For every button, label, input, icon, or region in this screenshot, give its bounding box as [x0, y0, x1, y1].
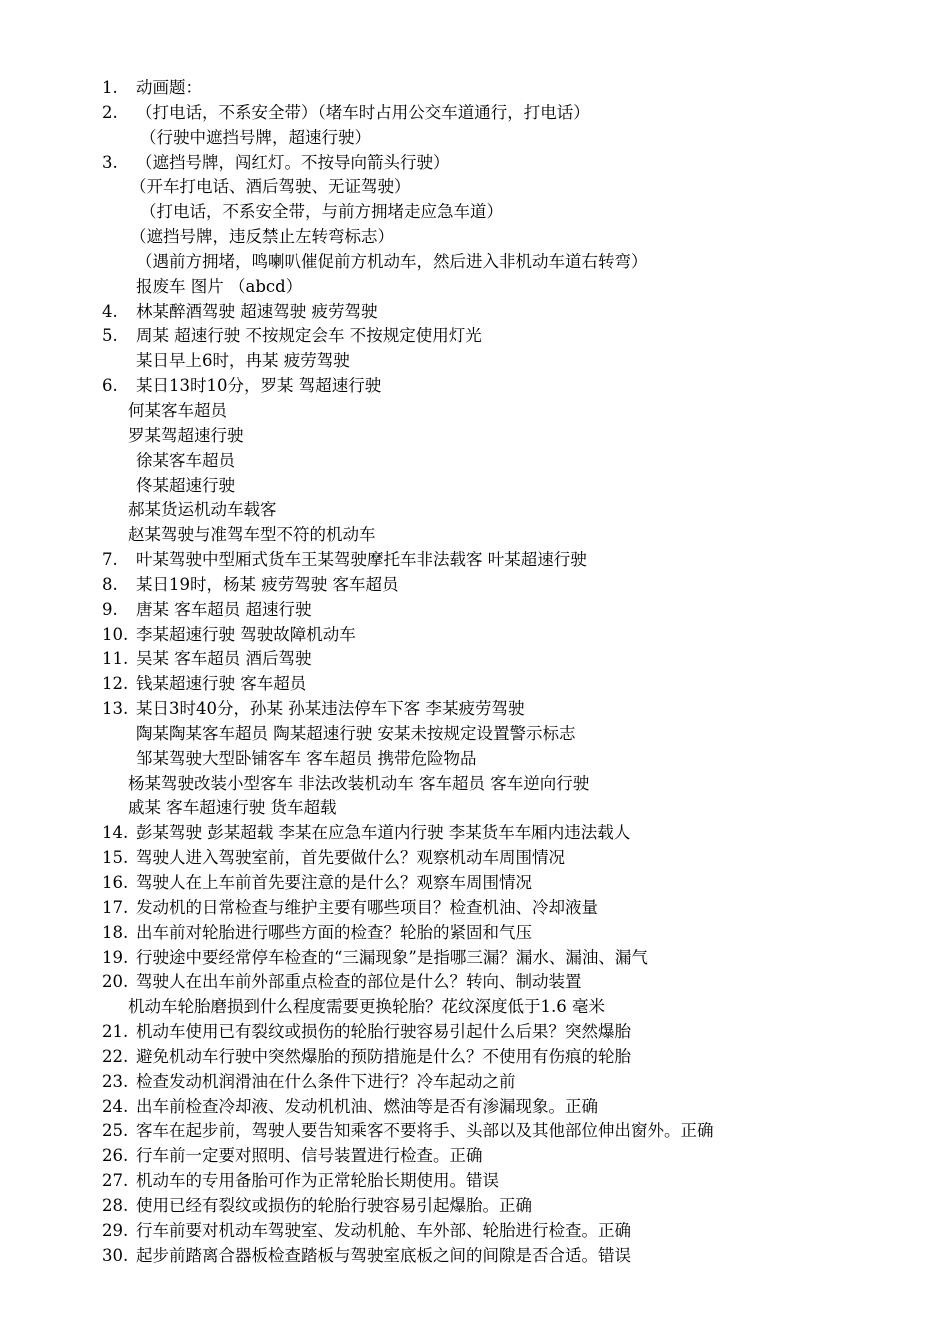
document-line: [0, 1095, 950, 1120]
item-text: 徐某客车超员: [136, 450, 235, 470]
document-line: [0, 548, 950, 573]
item-number: 8.: [102, 574, 118, 594]
item-text: （打电话，不系安全带，与前方拥堵走应急车道）: [140, 202, 503, 222]
document-line: [0, 424, 950, 449]
document-line: [0, 921, 950, 946]
document-line: [0, 101, 950, 126]
item-number: 2.: [102, 102, 118, 122]
document-line: [0, 647, 950, 672]
item-text: 客车在起步前，驾驶人要告知乘客不要将手、头部以及其他部位伸出窗外。正确: [136, 1121, 714, 1141]
item-text: 驾驶人在上车前首先要注意的是什么？观察车周围情况: [136, 873, 532, 892]
item-number: 28.: [102, 1195, 129, 1215]
item-text: 报废车 图片 （abcd）: [136, 276, 303, 296]
item-number: 11.: [102, 649, 129, 669]
document-line: [0, 995, 950, 1020]
item-text: （行驶中遮挡号牌，超速行驶）: [140, 127, 371, 147]
item-text: 罗某驾超速行驶: [128, 425, 244, 445]
item-text: 起步前踏离合器板检查踏板与驾驶室底板之间的间隙是否合适。错误: [136, 1245, 631, 1265]
item-number: 5.: [102, 326, 118, 346]
document-line: [0, 722, 950, 747]
item-number: 10.: [102, 624, 129, 644]
item-text: 机动车使用已有裂纹或损伤的轮胎行驶容易引起什么后果？突然爆胎: [136, 1022, 631, 1042]
document-page: [0, 76, 950, 1269]
item-number: 3.: [102, 152, 118, 172]
document-line: [0, 747, 950, 772]
item-text: 行驶途中要经常停车检查的“三漏现象”是指哪三漏？漏水、漏油、漏气: [136, 947, 648, 967]
item-text: （打电话，不系安全带）（堵车时占用公交车道通行，打电话）: [136, 102, 590, 122]
document-line: [0, 697, 950, 722]
document-line: [0, 1194, 950, 1219]
document-line: [0, 896, 950, 921]
document-line: [0, 324, 950, 349]
document-line: [0, 970, 950, 995]
item-number: 29.: [102, 1220, 129, 1240]
item-number: 15.: [102, 848, 129, 868]
item-number: 16.: [102, 873, 129, 892]
item-number: 1.: [102, 78, 118, 97]
document-line: [0, 449, 950, 474]
item-text: 某日19时，杨某 疲劳驾驶 客车超员: [136, 574, 399, 594]
document-line: [0, 946, 950, 971]
item-text: 动画题：: [136, 78, 202, 97]
item-number: 17.: [102, 897, 129, 917]
document-line: [0, 1045, 950, 1070]
item-number: 21.: [102, 1022, 129, 1042]
item-text: 邹某驾驶大型卧铺客车 客车超员 携带危险物品: [136, 748, 477, 768]
item-number: 6.: [102, 376, 118, 396]
item-text: 赵某驾驶与准驾车型不符的机动车: [128, 525, 376, 545]
document-line: [0, 1020, 950, 1045]
document-line: [0, 349, 950, 374]
item-text: （开车打电话、酒后驾驶、无证驾驶）: [130, 177, 411, 197]
item-text: 何某客车超员: [128, 400, 227, 420]
item-text: 某日13时10分，罗某 驾超速行驶: [136, 376, 382, 396]
item-text: 吴某 客车超员 酒后驾驶: [136, 649, 312, 669]
item-text: 出车前对轮胎进行哪些方面的检查？轮胎的紧固和气压: [136, 922, 532, 942]
document-line: [0, 151, 950, 176]
item-number: 22.: [102, 1046, 129, 1066]
item-text: 避免机动车行驶中突然爆胎的预防措施是什么？不使用有伤痕的轮胎: [136, 1046, 631, 1066]
item-number: 27.: [102, 1171, 129, 1191]
item-text: 周某 超速行驶 不按规定会车 不按规定使用灯光: [136, 326, 482, 346]
item-text: 驾驶人在出车前外部重点检查的部位是什么？转向、制动装置: [136, 972, 582, 992]
item-text: 某日早上6时，冉某 疲劳驾驶: [136, 351, 350, 371]
item-number: 13.: [102, 699, 129, 719]
document-line: [0, 871, 950, 896]
item-text: 机动车的专用备胎可作为正常轮胎长期使用。错误: [136, 1171, 499, 1191]
document-line: [0, 672, 950, 697]
item-text: 杨某驾驶改装小型客车 非法改装机动车 客车超员 客车逆向行驶: [128, 773, 590, 793]
document-line: [0, 573, 950, 598]
item-number: 25.: [102, 1121, 129, 1141]
document-line: [0, 498, 950, 523]
document-line: [0, 175, 950, 200]
item-number: 9.: [102, 599, 118, 619]
document-line: [0, 225, 950, 250]
item-text: 彭某驾驶 彭某超载 李某在应急车道内行驶 李某货车车厢内违法载人: [136, 823, 631, 843]
document-line: [0, 200, 950, 225]
document-line: [0, 474, 950, 499]
item-number: 19.: [102, 947, 129, 967]
document-line: [0, 523, 950, 548]
item-text: （遮挡号牌，闯红灯。不按导向箭头行驶）: [136, 152, 450, 172]
item-text: 钱某超速行驶 客车超员: [136, 674, 307, 694]
item-number: 24.: [102, 1096, 129, 1116]
item-text: 发动机的日常检查与维护主要有哪些项目？检查机油、冷却液量: [136, 897, 598, 917]
item-number: 7.: [102, 550, 118, 570]
item-number: 12.: [102, 674, 129, 694]
document-line: [0, 126, 950, 151]
document-line: [0, 1070, 950, 1095]
item-text: 叶某驾驶中型厢式货车王某驾驶摩托车非法载客 叶某超速行驶: [136, 550, 587, 570]
item-text: 佟某超速行驶: [136, 475, 235, 495]
document-line: [0, 300, 950, 325]
document-line: [0, 623, 950, 648]
item-number: 18.: [102, 922, 129, 942]
item-number: 30.: [102, 1245, 129, 1265]
item-number: 20.: [102, 972, 129, 992]
item-text: 某日3时40分，孙某 孙某违法停车下客 李某疲劳驾驶: [136, 699, 525, 719]
document-line: [0, 1144, 950, 1169]
document-line: [0, 1119, 950, 1144]
document-line: [0, 76, 950, 101]
item-text: 使用已经有裂纹或损伤的轮胎行驶容易引起爆胎。正确: [136, 1195, 532, 1215]
document-line: [0, 1244, 950, 1269]
document-line: [0, 1169, 950, 1194]
item-text: 驾驶人进入驾驶室前，首先要做什么？观察机动车周围情况: [136, 848, 565, 868]
item-text: 机动车轮胎磨损到什么程度需要更换轮胎？花纹深度低于1.6 毫米: [128, 997, 605, 1017]
item-text: 李某超速行驶 驾驶故障机动车: [136, 624, 356, 644]
document-line: [0, 250, 950, 275]
item-text: 检查发动机润滑油在什么条件下进行？冷车起动之前: [136, 1071, 516, 1091]
item-text: 唐某 客车超员 超速行驶: [136, 599, 312, 619]
item-number: 14.: [102, 823, 129, 843]
document-line: [0, 796, 950, 821]
document-line: [0, 374, 950, 399]
item-text: （遮挡号牌，违反禁止左转弯标志）: [130, 227, 394, 247]
item-text: 林某醉酒驾驶 超速驾驶 疲劳驾驶: [136, 301, 378, 321]
document-line: [0, 399, 950, 424]
item-text: 陶某陶某客车超员 陶某超速行驶 安某未按规定设置警示标志: [136, 723, 576, 743]
document-line: [0, 846, 950, 871]
item-text: 行车前要对机动车驾驶室、发动机舱、车外部、轮胎进行检查。正确: [136, 1220, 631, 1240]
document-line: [0, 598, 950, 623]
item-text: （遇前方拥堵，鸣喇叭催促前方机动车，然后进入非机动车道右转弯）: [136, 251, 648, 271]
document-line: [0, 821, 950, 846]
item-text: 戚某 客车超速行驶 货车超载: [128, 798, 337, 818]
item-text: 行车前一定要对照明、信号装置进行检查。正确: [136, 1146, 483, 1166]
item-text: 出车前检查冷却液、发动机机油、燃油等是否有渗漏现象。正确: [136, 1096, 598, 1116]
item-number: 26.: [102, 1146, 129, 1166]
document-line: [0, 275, 950, 300]
document-line: [0, 1219, 950, 1244]
item-number: 4.: [102, 301, 118, 321]
item-number: 23.: [102, 1071, 129, 1091]
document-line: [0, 772, 950, 797]
item-text: 郝某货运机动车载客: [128, 500, 277, 520]
